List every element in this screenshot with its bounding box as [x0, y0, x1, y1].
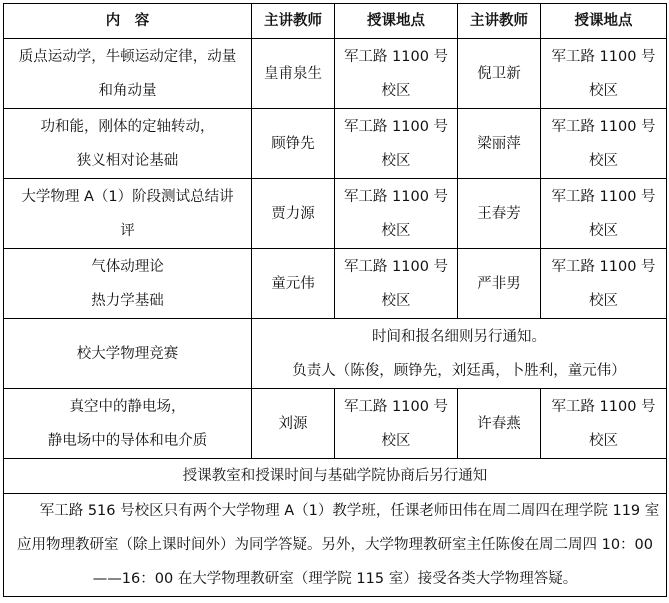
content-line: 气体动理论 [91, 258, 164, 275]
content-cell: 校大学物理竞赛 [4, 319, 252, 389]
header-location-1: 授课地点 [335, 4, 458, 39]
teacher-cell: 刘源 [252, 389, 335, 459]
location-cell [335, 249, 458, 319]
location-cell [541, 179, 667, 249]
location-line: 校区 [381, 82, 411, 99]
location-line: 军工路 1100 号 [551, 258, 656, 275]
location-line: 军工路 1100 号 [343, 48, 449, 65]
header-row [4, 4, 667, 39]
location-line: 校区 [381, 432, 411, 449]
table-row [4, 389, 667, 459]
teacher-cell: 倪卫新 [458, 39, 541, 109]
header-teacher-2: 主讲教师 [458, 4, 541, 39]
content-line: 功和能，刚体的定轴转动， [40, 118, 215, 135]
table-row [4, 179, 667, 249]
location-line: 军工路 1100 号 [551, 398, 656, 415]
teacher-cell: 梁丽萍 [458, 109, 541, 179]
teacher-cell: 皇甫泉生 [252, 39, 335, 109]
content-line: 真空中的静电场， [69, 398, 186, 415]
teacher-cell: 许春燕 [458, 389, 541, 459]
content-line: 静电场中的导体和电介质 [47, 432, 208, 449]
notice-row [4, 459, 667, 494]
competition-info-line: 时间和报名细则另行通知。 [372, 328, 546, 345]
table-row [4, 109, 667, 179]
teacher-cell: 严非男 [458, 249, 541, 319]
content-line: 大学物理 A（1）阶段测试总结讲 [21, 188, 234, 205]
location-line: 军工路 1100 号 [551, 118, 656, 135]
location-line: 校区 [589, 82, 618, 99]
teacher-cell: 顾铮先 [252, 109, 335, 179]
location-line: 校区 [381, 152, 411, 169]
location-cell [335, 389, 458, 459]
location-cell [335, 39, 458, 109]
table-row [4, 39, 667, 109]
location-cell [335, 109, 458, 179]
notice-text: 授课教室和授课时间与基础学院协商后另行通知 [4, 459, 667, 494]
location-line: 校区 [589, 152, 618, 169]
competition-row [4, 319, 667, 389]
location-line: 军工路 1100 号 [343, 398, 449, 415]
header-teacher-1: 主讲教师 [252, 4, 335, 39]
location-cell [541, 109, 667, 179]
content-line: 质点运动学，牛顿运动定律，动量 [18, 48, 237, 65]
location-line: 军工路 1100 号 [551, 48, 656, 65]
competition-info-line: 负责人（陈俊，顾铮先，刘廷禹，卜胜利，童元伟） [292, 362, 626, 379]
content-line: 狭义相对论基础 [76, 152, 179, 169]
competition-info-cell [252, 319, 667, 389]
header-content: 内 容 [4, 4, 252, 39]
location-line: 校区 [589, 222, 618, 239]
content-cell [4, 249, 252, 319]
content-cell [4, 389, 252, 459]
location-cell [541, 389, 667, 459]
location-line: 校区 [381, 292, 411, 309]
location-line: 校区 [589, 292, 618, 309]
content-line: 和角动量 [98, 82, 157, 99]
content-cell [4, 39, 252, 109]
location-line: 军工路 1100 号 [343, 118, 449, 135]
location-line: 军工路 1100 号 [343, 188, 449, 205]
schedule-table [3, 3, 667, 597]
location-cell [335, 179, 458, 249]
content-line: 评 [120, 222, 135, 239]
teacher-cell: 王春芳 [458, 179, 541, 249]
footer-cell [4, 494, 667, 597]
location-cell [541, 249, 667, 319]
header-location-2: 授课地点 [541, 4, 667, 39]
location-line: 校区 [589, 432, 618, 449]
location-line: 军工路 1100 号 [343, 258, 449, 275]
teacher-cell: 童元伟 [252, 249, 335, 319]
footer-row [4, 494, 667, 597]
content-cell [4, 179, 252, 249]
location-cell [541, 39, 667, 109]
location-line: 校区 [381, 222, 411, 239]
footer-paragraph: 军工路 516 号校区只有两个大学物理 A（1）教学班，任课老师田伟在周二周四在理学院 119 室应用物理教研室（除上课时间外）为同学答疑。另外，大学物理教研室主任陈俊在周二周四 10：00——16：00 在大学物理教研室（理学院 115 室）接受各类大学物理答疑。 [16, 503, 660, 587]
content-line: 热力学基础 [91, 292, 164, 309]
table-row [4, 249, 667, 319]
content-cell [4, 109, 252, 179]
location-line: 军工路 1100 号 [551, 188, 656, 205]
teacher-cell: 贾力源 [252, 179, 335, 249]
